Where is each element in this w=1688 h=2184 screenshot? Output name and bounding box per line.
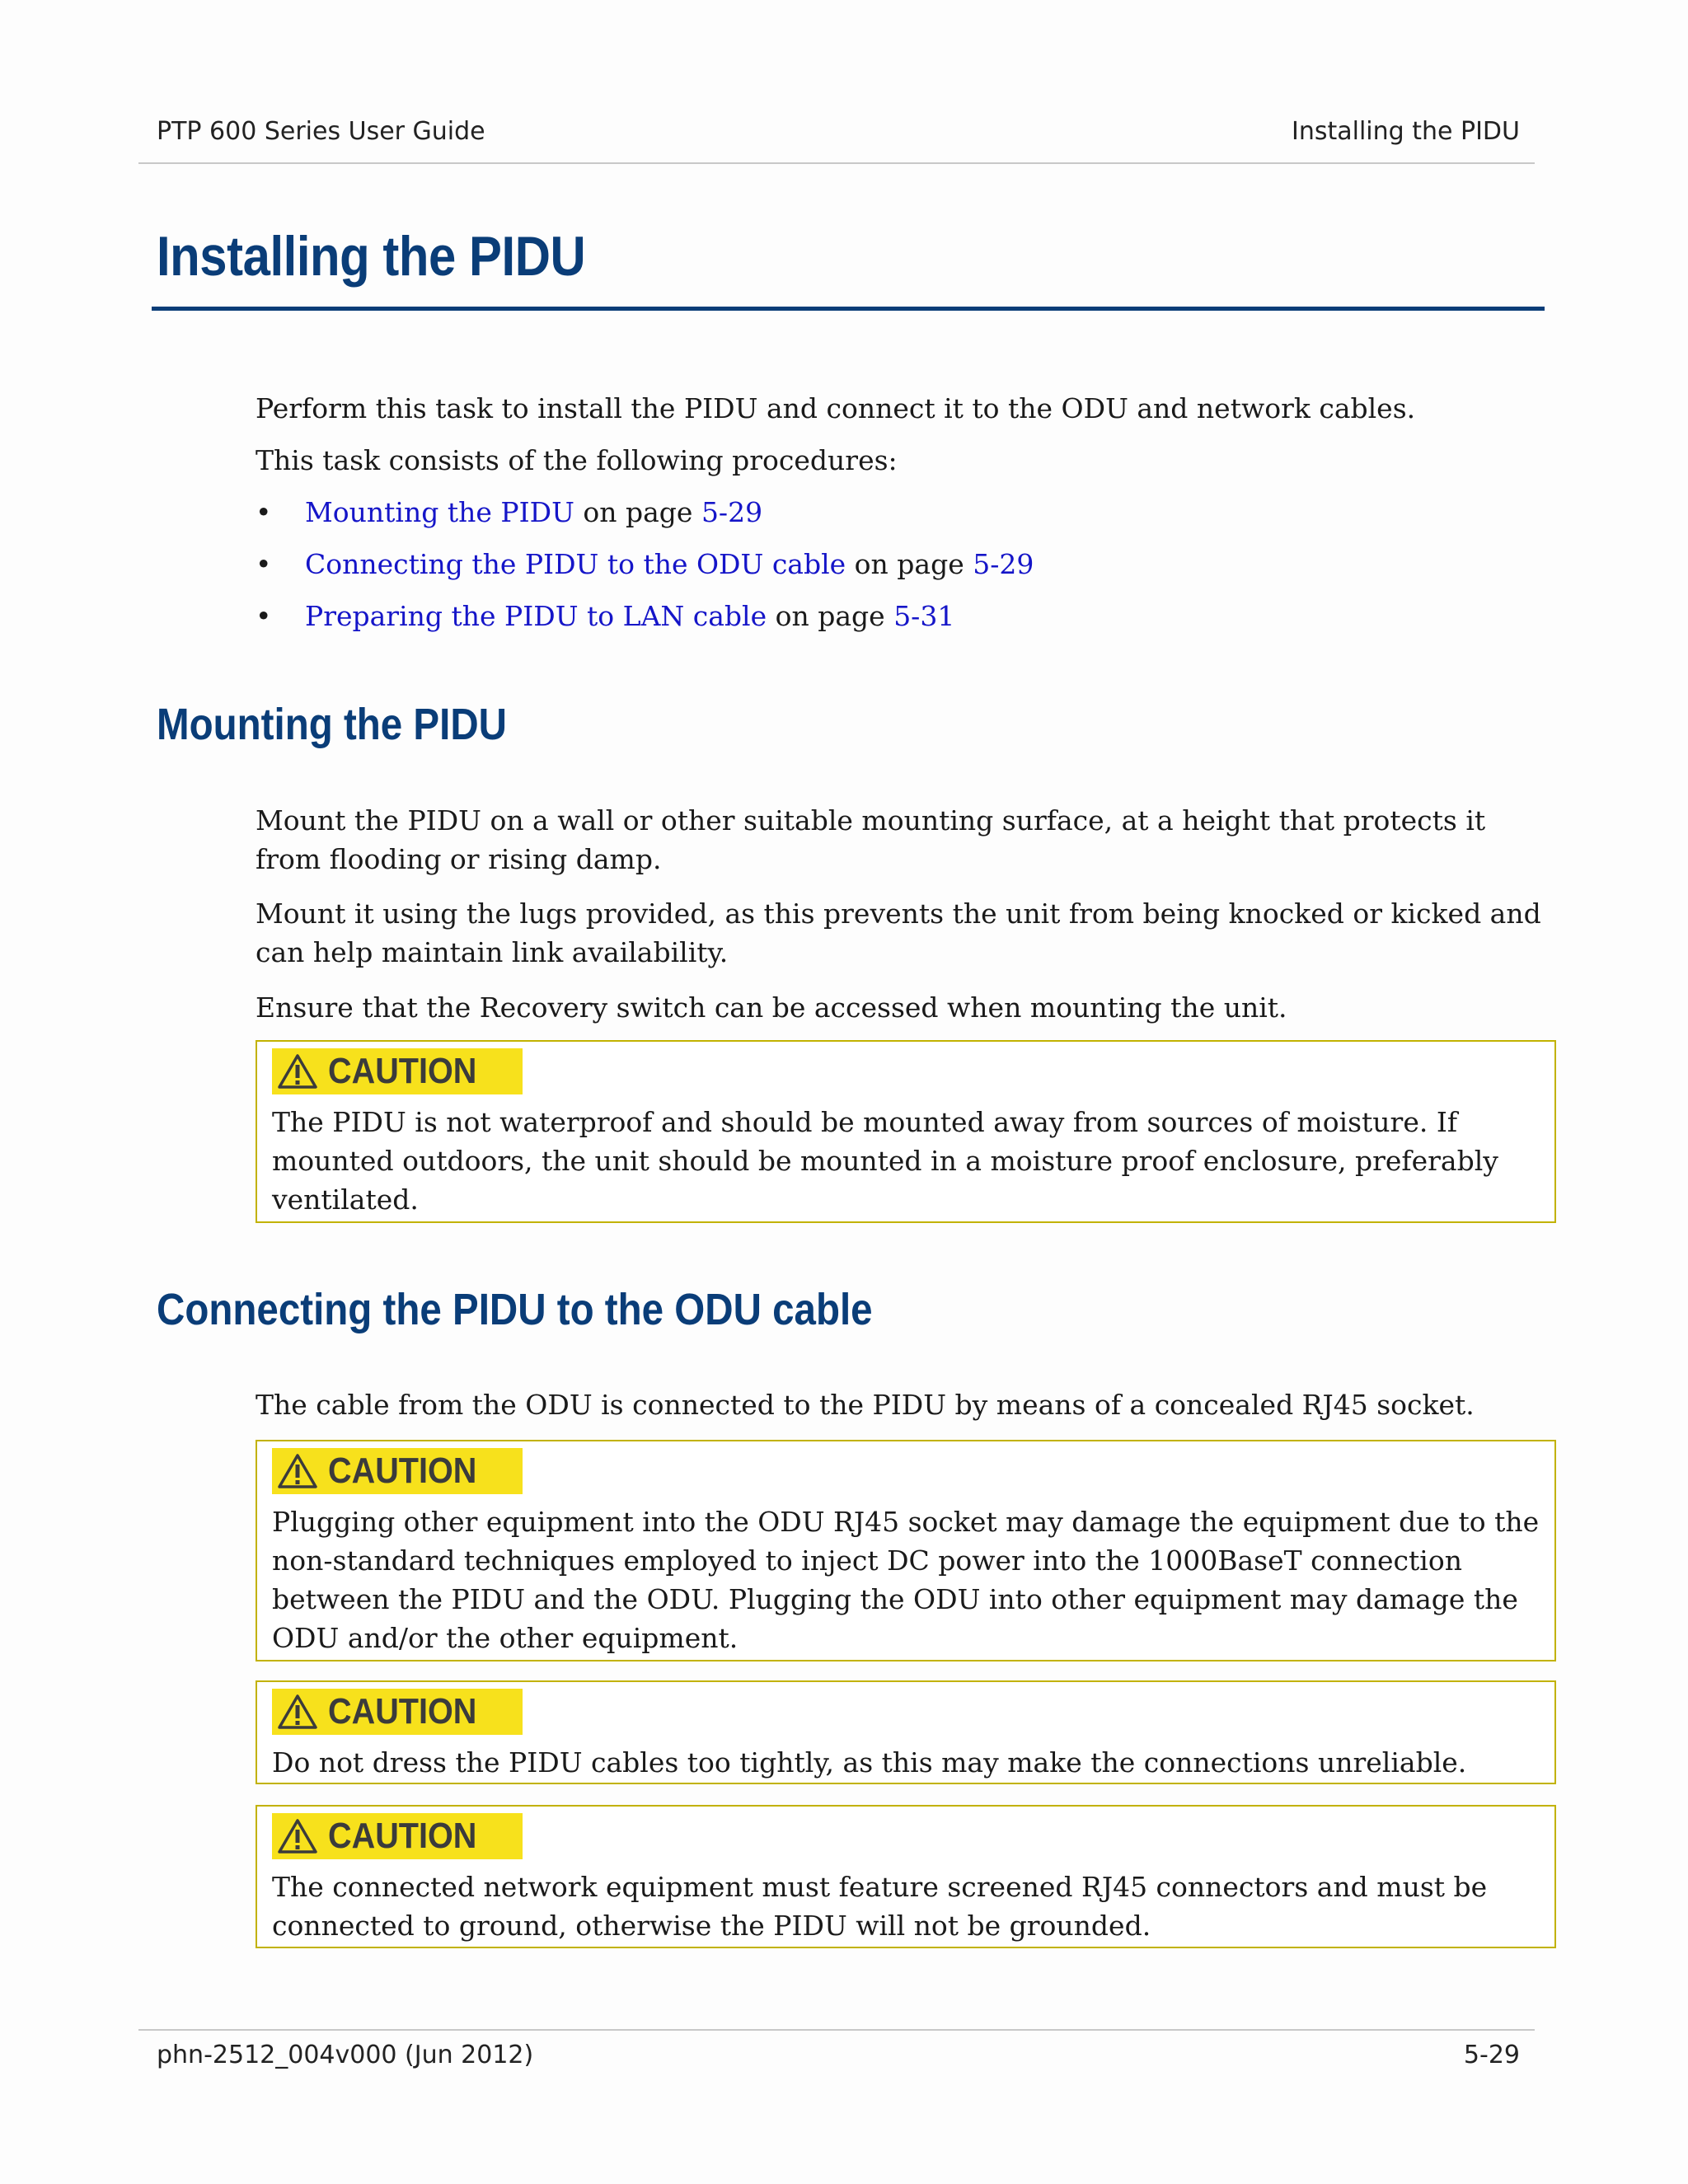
bullet-marker: • bbox=[256, 496, 272, 528]
caution-text: The connected network equipment must feature screened RJ45 connectors and must be connected to ground, otherwise the PIDU will not be grounded. bbox=[272, 1871, 1488, 1942]
running-header-section: Installing the PIDU bbox=[1291, 117, 1520, 146]
link-connecting-pidu-odu[interactable]: Connecting the PIDU to the ODU cable bbox=[305, 548, 846, 580]
connecting-paragraph: The cable from the ODU is connected to the PIDU by means of a concealed RJ45 socket. bbox=[256, 1389, 1475, 1421]
warning-icon bbox=[277, 1053, 318, 1090]
page-link[interactable]: 5-29 bbox=[973, 548, 1034, 580]
bullet-marker: • bbox=[256, 600, 272, 632]
caution-badge bbox=[272, 1813, 523, 1859]
caution-badge bbox=[272, 1448, 523, 1494]
page-link[interactable]: 5-31 bbox=[893, 600, 955, 632]
document-id: phn-2512_004v000 (Jun 2012) bbox=[157, 2041, 534, 2069]
link-mounting-pidu[interactable]: Mounting the PIDU bbox=[305, 496, 574, 528]
title-underline bbox=[152, 307, 1545, 311]
section-heading-mounting: Mounting the PIDU bbox=[157, 700, 507, 749]
intro-paragraph: Perform this task to install the PIDU and connect it to the ODU and network cables. bbox=[256, 392, 1416, 424]
caution-box bbox=[256, 1440, 1556, 1661]
page-number: 5-29 bbox=[1463, 2041, 1520, 2069]
caution-text: Do not dress the PIDU cables too tightly, as this may make the connections unreliable. bbox=[272, 1746, 1467, 1779]
caution-box bbox=[256, 1680, 1556, 1784]
intro-procedures-lead: This task consists of the following procedures: bbox=[256, 444, 898, 476]
caution-badge bbox=[272, 1689, 523, 1735]
caution-label: CAUTION bbox=[328, 1451, 477, 1491]
caution-text: Plugging other equipment into the ODU RJ45 socket may damage the equipment due to the non-standard techniques employed to inject DC power into the 1000BaseT connection between the PIDU and the ODU. Plugging the ODU into other equipment may damage the ODU and/or the other equipment. bbox=[272, 1506, 1540, 1654]
caution-box bbox=[256, 1805, 1556, 1948]
caution-label: CAUTION bbox=[328, 1691, 477, 1732]
header-divider bbox=[138, 162, 1535, 164]
caution-label: CAUTION bbox=[328, 1816, 477, 1856]
page-title: Installing the PIDU bbox=[157, 225, 586, 288]
bullet-marker: • bbox=[256, 548, 272, 580]
caution-label: CAUTION bbox=[328, 1051, 477, 1091]
section-heading-connecting: Connecting the PIDU to the ODU cable bbox=[157, 1285, 873, 1334]
warning-icon bbox=[277, 1453, 318, 1489]
caution-text: The PIDU is not waterproof and should be mounted away from sources of moisture. If mounted outdoors, the unit should be mounted in a moisture proof enclosure, preferably ventilated. bbox=[272, 1106, 1498, 1216]
mounting-paragraph-2: Mount it using the lugs provided, as this prevents the unit from being knocked or kicked and can help maintain link availability. bbox=[256, 898, 1541, 968]
warning-icon bbox=[277, 1818, 318, 1854]
caution-box bbox=[256, 1040, 1556, 1223]
running-header-title: PTP 600 Series User Guide bbox=[157, 117, 485, 146]
warning-icon bbox=[277, 1694, 318, 1730]
caution-badge bbox=[272, 1048, 523, 1094]
mounting-paragraph-1: Mount the PIDU on a wall or other suitable mounting surface, at a height that protects it from flooding or rising damp. bbox=[256, 804, 1486, 875]
link-preparing-pidu-lan[interactable]: Preparing the PIDU to LAN cable bbox=[305, 600, 767, 632]
footer-divider bbox=[138, 2029, 1535, 2031]
mounting-paragraph-3: Ensure that the Recovery switch can be accessed when mounting the unit. bbox=[256, 991, 1287, 1024]
page-link[interactable]: 5-29 bbox=[701, 496, 763, 528]
